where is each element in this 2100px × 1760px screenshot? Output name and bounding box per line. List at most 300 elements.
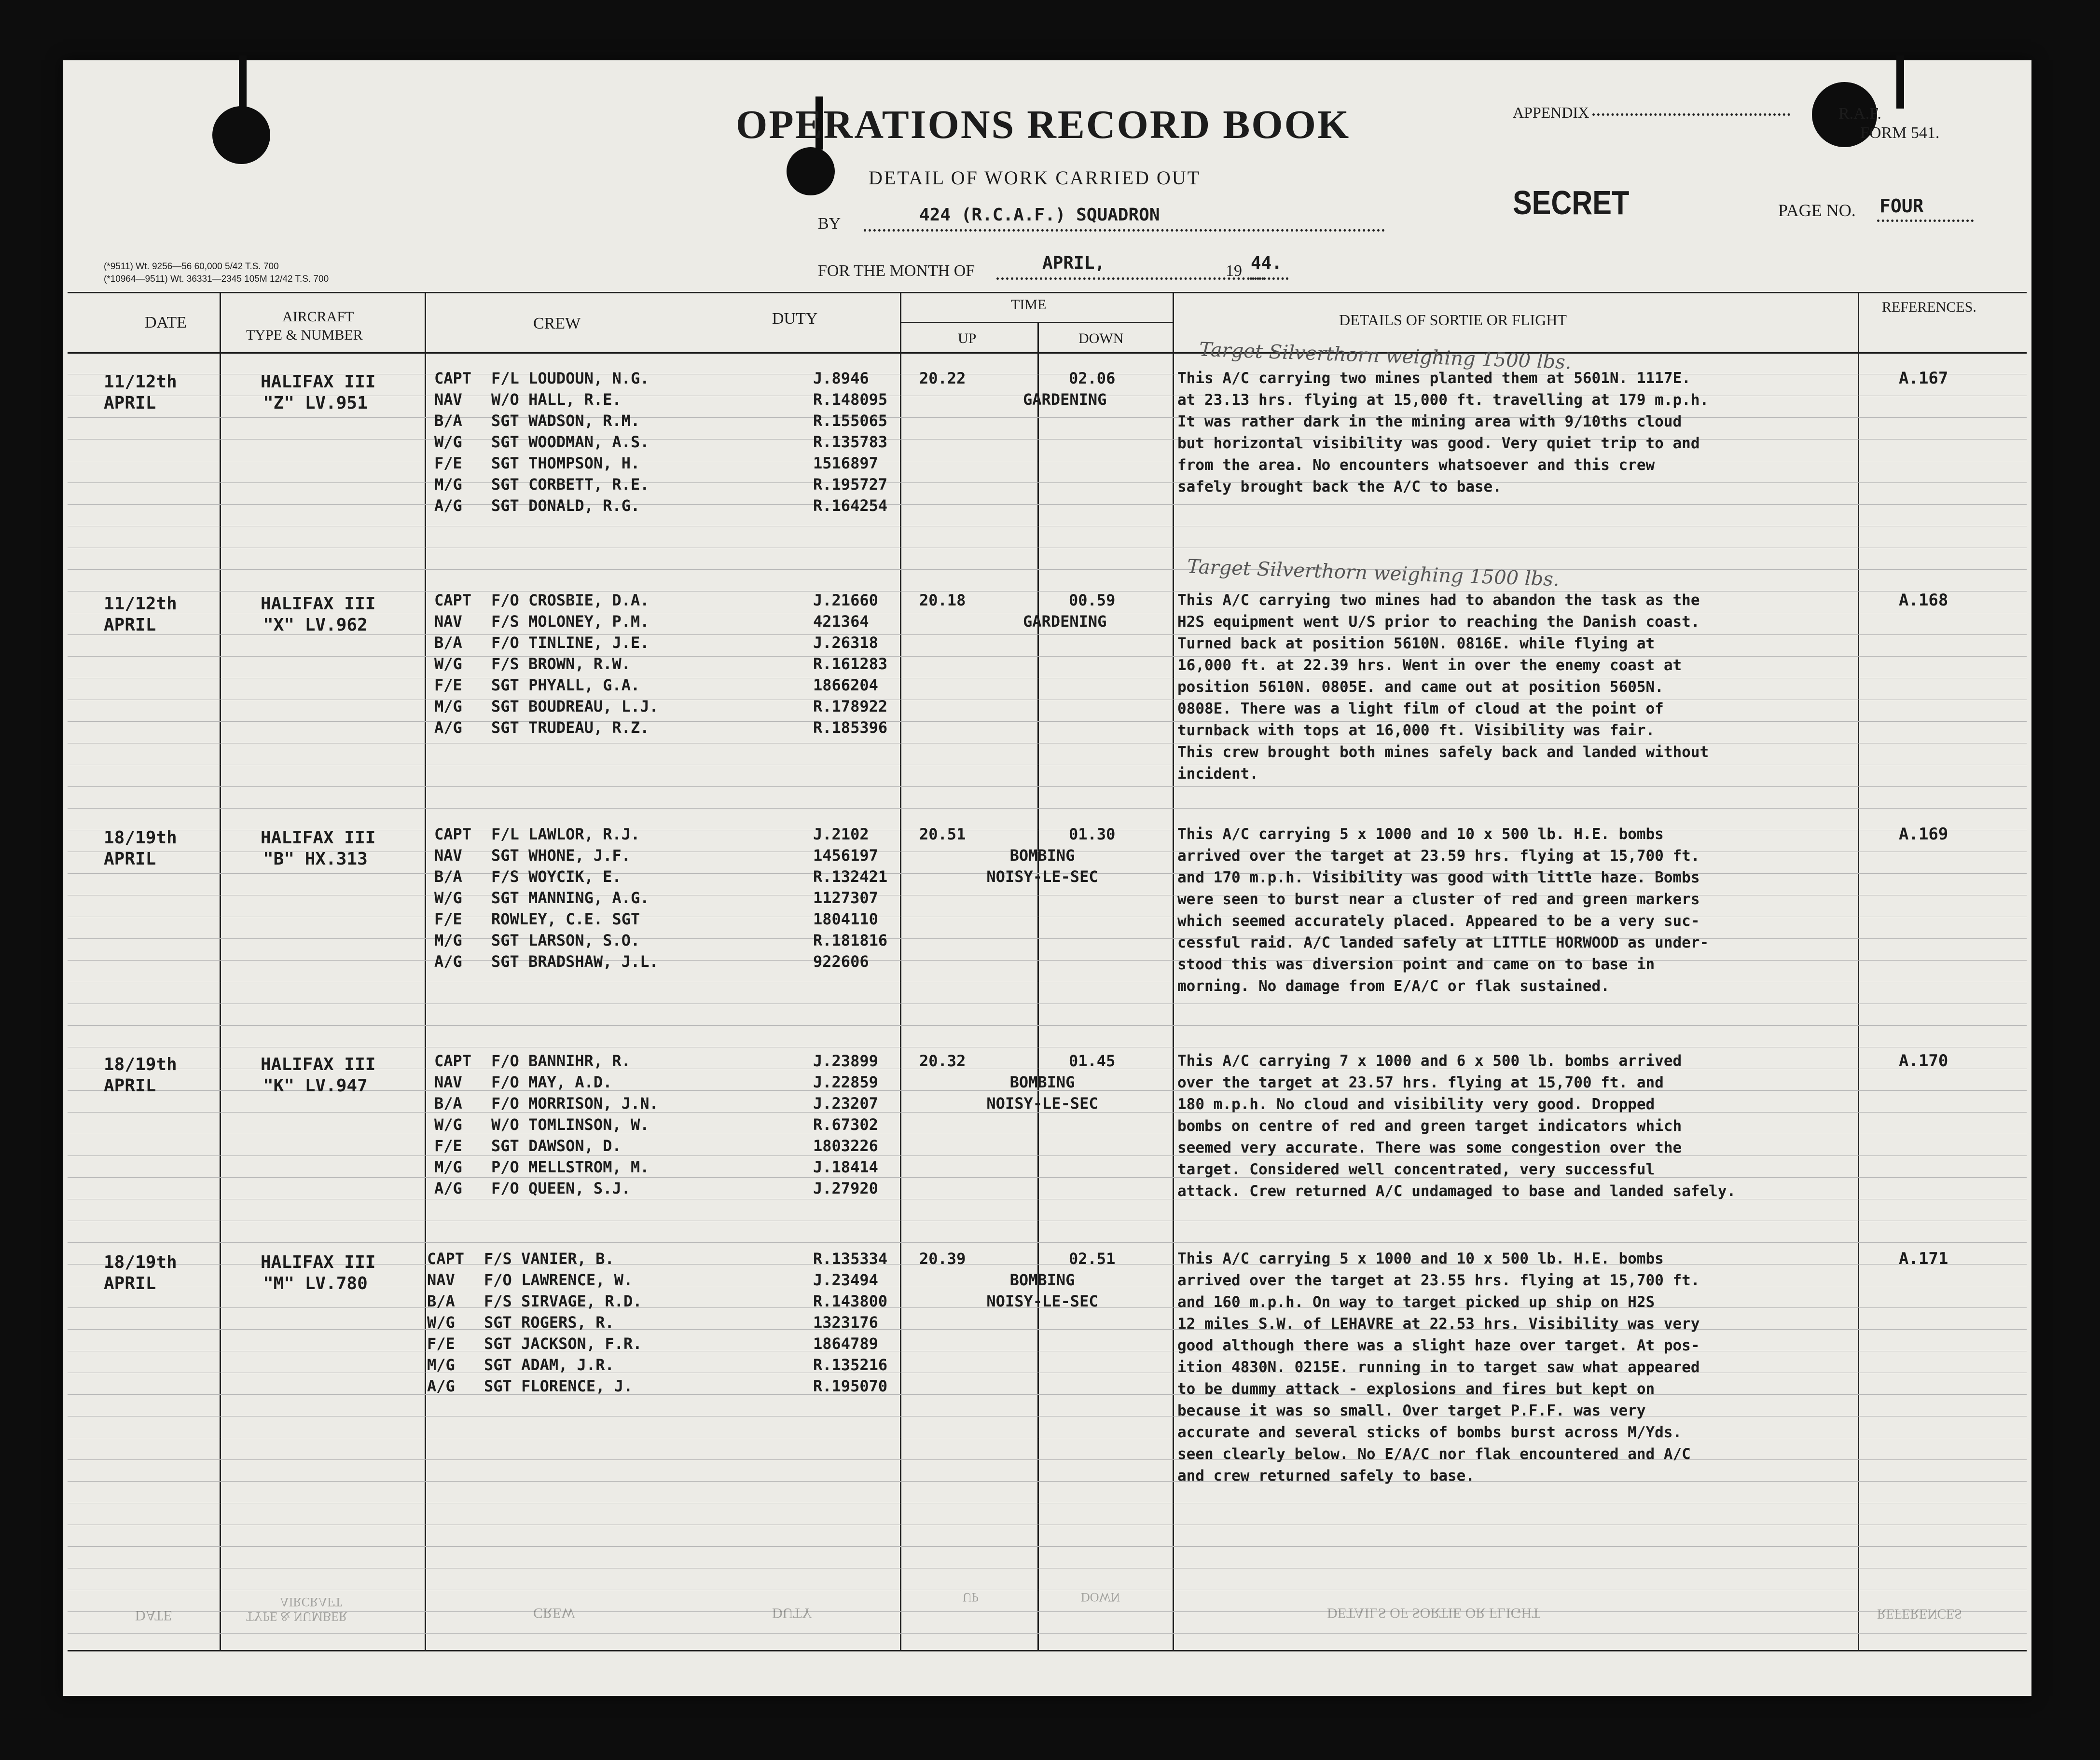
ruled-line <box>68 439 2027 440</box>
crew-name: F/O MAY, A.D. <box>491 1073 612 1091</box>
detail-line: incident. <box>1177 765 1258 783</box>
crew-role: M/G <box>434 697 462 715</box>
footer-show-through <box>63 1587 2031 1650</box>
service-number: R.181816 <box>813 931 888 949</box>
binder-pin <box>239 55 247 109</box>
month-field <box>996 253 1264 280</box>
detail-line: This crew brought both mines safely back and landed without <box>1177 743 1709 761</box>
date-month: APRIL <box>104 1076 156 1096</box>
crew-name: F/O TINLINE, J.E. <box>491 633 649 652</box>
crew-name: F/S SIRVAGE, R.D. <box>484 1292 642 1310</box>
service-number: J.8946 <box>813 369 869 387</box>
service-numbers <box>813 1248 887 1397</box>
table-bottom-rule <box>68 1650 2027 1651</box>
detail-line: It was rather dark in the mining area with 9/10ths cloud <box>1177 413 1682 430</box>
crew-role: W/G <box>434 655 462 673</box>
table-header-rule <box>68 352 2027 354</box>
header-duty: DUTY <box>772 310 818 328</box>
crew-role: B/A <box>434 633 462 652</box>
detail-line: position 5610N. 0805E. and came out at position 5605N. <box>1177 678 1664 696</box>
crew-role: NAV <box>434 846 462 865</box>
header-time: TIME <box>1011 297 1047 313</box>
ruled-line <box>68 1546 2027 1547</box>
crew-role: F/E <box>434 676 462 694</box>
crew-name: SGT WADSON, R.M. <box>491 412 640 430</box>
crew-name: SGT TRUDEAU, R.Z. <box>491 718 649 737</box>
header-references: REFERENCES. <box>1882 299 1976 315</box>
crew-member <box>434 1156 659 1178</box>
date-nights: 18/19th <box>104 1055 177 1074</box>
footer-details: DETAILS OF SORTIE OR FLIGHT <box>1327 1605 1541 1621</box>
crew-member <box>427 1333 642 1354</box>
detail-line: 0808E. There was a light film of cloud at the point of <box>1177 700 1664 717</box>
crew-name: SGT DONALD, R.G. <box>491 496 640 515</box>
detail-line: morning. No damage from E/A/C or flak sustained. <box>1177 977 1610 995</box>
crew-member <box>434 1072 659 1093</box>
duty-type <box>951 1072 1134 1114</box>
detail-line: Turned back at position 5610N. 0816E. while flying at <box>1177 635 1655 652</box>
crew-name: SGT WOODMAN, A.S. <box>491 433 649 451</box>
footer-duty: DUTY <box>772 1605 813 1621</box>
by-label: BY <box>818 215 841 233</box>
ruled-line <box>68 721 2027 722</box>
date-nights: 18/19th <box>104 828 177 848</box>
service-number: 1866204 <box>813 676 878 694</box>
reference-number: A.168 <box>1899 591 1948 610</box>
duty-line: BOMBING <box>1009 1073 1075 1091</box>
service-number: R.161283 <box>813 655 888 673</box>
aircraft-serial: "X" LV.962 <box>263 615 368 635</box>
ruled-line <box>68 786 2027 787</box>
crew-member <box>434 845 659 866</box>
crew-member <box>434 653 659 674</box>
service-number: R.185396 <box>813 718 888 737</box>
sortie-details <box>1177 1248 1700 1487</box>
crew-name: SGT BOUDREAU, L.J. <box>491 697 659 715</box>
footer-references: REFERENCES <box>1877 1606 1962 1621</box>
detail-line: at 23.13 hrs. flying at 15,000 ft. travelling at 179 m.p.h. <box>1177 391 1709 409</box>
crew-name: F/S MOLONEY, P.M. <box>491 612 649 631</box>
header-aircraft: AIRCRAFT <box>282 309 354 325</box>
reference-number: A.170 <box>1899 1051 1948 1071</box>
detail-line: because it was so small. Over target P.F.F. was very <box>1177 1402 1646 1419</box>
service-number: R.178922 <box>813 697 888 715</box>
crew-name: F/O CROSBIE, D.A. <box>491 591 649 609</box>
header-date: DATE <box>145 314 187 331</box>
time-up: 20.39 <box>919 1250 966 1268</box>
detail-line: This A/C carrying two mines had to abandon the task as the <box>1177 591 1700 609</box>
detail-line: attack. Crew returned A/C undamaged to base and landed safely. <box>1177 1182 1736 1200</box>
service-number: R.132421 <box>813 867 888 886</box>
month-value: APRIL, <box>1042 253 1105 273</box>
sortie-aircraft <box>261 371 375 414</box>
crew-role: CAPT <box>434 369 472 387</box>
date-nights: 11/12th <box>104 372 177 392</box>
service-numbers <box>813 368 887 516</box>
service-number: 1803226 <box>813 1137 878 1155</box>
time-down: 00.59 <box>1069 591 1116 609</box>
ruled-line <box>68 1025 2027 1026</box>
detail-line: turnback with tops at 16,000 ft. Visibility was fair. <box>1177 722 1655 739</box>
crew-member <box>434 951 659 972</box>
crew-role: M/G <box>434 1158 462 1176</box>
year-prefix: 19 <box>1226 262 1242 280</box>
col-divider <box>1858 292 1859 1650</box>
detail-line: were seen to burst near a cluster of red and green markers <box>1177 891 1700 908</box>
col-divider <box>1173 292 1174 1650</box>
crew-name: SGT PHYALL, G.A. <box>491 676 640 694</box>
service-numbers <box>813 1050 878 1199</box>
appendix-field <box>1592 113 1790 116</box>
binder-pin <box>1896 55 1904 109</box>
service-number: J.21660 <box>813 591 878 609</box>
detail-line: which seemed accurately placed. Appeared to be a very suc- <box>1177 912 1700 930</box>
crew-member <box>434 696 659 717</box>
detail-line: H2S equipment went U/S prior to reaching the Danish coast. <box>1177 613 1700 631</box>
detail-line: but horizontal visibility was good. Very quiet trip to and <box>1177 435 1700 452</box>
duty-type <box>951 845 1134 887</box>
handwritten-note: Target Silverthorn weighing 1500 lbs. <box>1187 555 1560 591</box>
aircraft-type: HALIFAX III <box>261 828 376 848</box>
crew-list <box>434 824 659 972</box>
crew-role: F/E <box>434 910 462 928</box>
detail-line: and 170 m.p.h. Visibility was good with little haze. Bombs <box>1177 869 1700 886</box>
sortie-date <box>104 593 177 636</box>
crew-name: F/O BANNIHR, R. <box>491 1052 631 1070</box>
time-up: 20.32 <box>919 1052 966 1070</box>
service-number: R.155065 <box>813 412 888 430</box>
crew-role: A/G <box>434 1179 462 1197</box>
crew-name: SGT ROGERS, R. <box>484 1313 614 1332</box>
detail-line: This A/C carrying 5 x 1000 and 10 x 500 lb. H.E. bombs <box>1177 1250 1664 1267</box>
crew-name: SGT MANNING, A.G. <box>491 889 649 907</box>
service-number: J.26318 <box>813 633 878 652</box>
col-divider <box>220 292 221 1650</box>
crew-name: F/L LOUDOUN, N.G. <box>491 369 649 387</box>
service-numbers <box>813 590 887 738</box>
ruled-line <box>68 1242 2027 1243</box>
service-number: R.148095 <box>813 390 888 409</box>
footer-crew: CREW <box>533 1605 575 1621</box>
crew-role: A/G <box>434 496 462 515</box>
crew-role: A/G <box>427 1377 455 1395</box>
crew-member <box>434 368 649 389</box>
detail-line: 16,000 ft. at 22.39 hrs. Went in over the enemy coast at <box>1177 657 1682 674</box>
sortie-details <box>1177 1050 1736 1202</box>
time-divider <box>900 322 1173 323</box>
detail-line: This A/C carrying two mines planted them at 5601N. 1117E. <box>1177 370 1691 387</box>
time-up: 20.51 <box>919 825 966 843</box>
crew-member <box>434 495 649 516</box>
crew-member <box>434 1050 659 1072</box>
duty-line: BOMBING <box>1009 846 1075 865</box>
crew-name: F/S WOYCIK, E. <box>491 867 622 886</box>
sortie-details <box>1177 824 1709 997</box>
crew-name: SGT CORBETT, R.E. <box>491 475 649 494</box>
service-number: 1864789 <box>813 1334 878 1353</box>
sortie-date <box>104 827 177 870</box>
crew-role: CAPT <box>427 1250 465 1268</box>
crew-member <box>434 453 649 474</box>
ruled-line <box>68 656 2027 657</box>
crew-name: F/S BROWN, R.W. <box>491 655 631 673</box>
duty-target: NOISY-LE-SEC <box>986 867 1098 886</box>
secret-stamp: SECRET <box>1513 184 1630 221</box>
duty-line: BOMBING <box>1009 1271 1075 1289</box>
crew-name: F/S VANIER, B. <box>484 1250 614 1268</box>
service-number: J.23207 <box>813 1094 878 1113</box>
crew-role: B/A <box>434 867 462 886</box>
month-label: FOR THE MONTH OF <box>818 262 975 280</box>
detail-line: and crew returned safely to base. <box>1177 1467 1475 1485</box>
crew-member <box>427 1375 642 1397</box>
detail-line: seen clearly below. No E/A/C nor flak encountered and A/C <box>1177 1445 1691 1463</box>
service-number: J.23494 <box>813 1271 878 1289</box>
sortie-aircraft <box>261 1252 375 1294</box>
service-number: R.135216 <box>813 1356 888 1374</box>
crew-member <box>434 824 659 845</box>
page-number-label: PAGE NO. <box>1778 201 1856 220</box>
time-down: 02.06 <box>1069 369 1116 387</box>
sortie-details <box>1177 590 1709 785</box>
sortie-aircraft <box>261 1054 375 1097</box>
crew-member <box>427 1291 642 1312</box>
aircraft-serial: "B" HX.313 <box>263 849 368 869</box>
print-code-1: (*9511) Wt. 9256—56 60,000 5/42 T.S. 700 <box>104 261 279 272</box>
crew-role: CAPT <box>434 1052 472 1070</box>
record-sheet <box>63 60 2031 1696</box>
header-down: DOWN <box>1078 330 1124 346</box>
detail-line: over the target at 23.57 hrs. flying at 15,700 ft. and <box>1177 1074 1664 1091</box>
crew-role: W/G <box>434 889 462 907</box>
detail-line: from the area. No encounters whatsoever and this crew <box>1177 456 1655 474</box>
duty-target: NOISY-LE-SEC <box>986 1292 1098 1310</box>
handwritten-note: Target Silverthorn weighing 1500 lbs. <box>1199 338 1572 374</box>
duty-type: GARDENING <box>1023 390 1107 409</box>
crew-name: SGT THOMPSON, H. <box>491 454 640 472</box>
crew-role: F/E <box>427 1334 455 1353</box>
crew-name: ROWLEY, C.E. SGT <box>491 910 640 928</box>
crew-name: W/O TOMLINSON, W. <box>491 1115 649 1134</box>
crew-role: NAV <box>427 1271 455 1289</box>
crew-member <box>434 717 659 738</box>
crew-member <box>434 908 659 930</box>
crew-role: NAV <box>434 390 462 409</box>
crew-role: F/E <box>434 1137 462 1155</box>
crew-member <box>434 474 649 495</box>
duty-type: GARDENING <box>1023 612 1107 631</box>
footer-date: DATE <box>135 1608 172 1623</box>
aircraft-serial: "M" LV.780 <box>263 1274 368 1293</box>
service-number: 922606 <box>813 952 869 971</box>
service-number: R.195727 <box>813 475 888 494</box>
year-field <box>1250 253 1288 280</box>
year-value: 44. <box>1251 253 1283 273</box>
ruled-line <box>68 569 2027 570</box>
detail-line: This A/C carrying 5 x 1000 and 10 x 500 lb. H.E. bombs <box>1177 825 1664 843</box>
squadron-field <box>864 205 1385 232</box>
ruled-line <box>68 417 2027 418</box>
ruled-line <box>68 960 2027 961</box>
crew-name: SGT ADAM, J.R. <box>484 1356 614 1374</box>
service-number: 421364 <box>813 612 869 631</box>
footer-up: UP <box>963 1590 979 1604</box>
ruled-line <box>68 1329 2027 1330</box>
crew-name: F/L LAWLOR, R.J. <box>491 825 640 843</box>
reference-number: A.171 <box>1899 1249 1948 1268</box>
service-number: J.18414 <box>813 1158 878 1176</box>
date-month: APRIL <box>104 1274 156 1293</box>
page-title: OPERATIONS RECORD BOOK <box>736 102 1351 147</box>
detail-line: accurate and several sticks of bombs burst across M/Yds. <box>1177 1424 1682 1441</box>
crew-member <box>434 1093 659 1114</box>
detail-line: cessful raid. A/C landed safely at LITTLE HORWOOD as under- <box>1177 934 1709 951</box>
detail-line: to be dummy attack - explosions and fires but kept on <box>1177 1380 1655 1398</box>
col-divider <box>1037 322 1039 1650</box>
detail-line: seemed very accurate. There was some congestion over the <box>1177 1139 1682 1156</box>
service-number: R.143800 <box>813 1292 888 1310</box>
crew-member <box>434 866 659 887</box>
detail-line: arrived over the target at 23.59 hrs. flying at 15,700 ft. <box>1177 847 1700 865</box>
service-number: R.164254 <box>813 496 888 515</box>
binder-hole-center <box>787 147 835 195</box>
ruled-line <box>68 1394 2027 1395</box>
ruled-line <box>68 1481 2027 1482</box>
crew-name: P/O MELLSTROM, M. <box>491 1158 649 1176</box>
crew-list <box>434 590 659 738</box>
crew-name: SGT JACKSON, F.R. <box>484 1334 642 1353</box>
footer-aircraft-type: TYPE & NUMBER <box>246 1609 347 1623</box>
crew-member <box>434 431 649 453</box>
ruled-line <box>68 808 2027 809</box>
date-nights: 11/12th <box>104 594 177 614</box>
crew-member <box>427 1312 642 1333</box>
detail-line: and 160 m.p.h. On way to target picked up ship on H2S <box>1177 1293 1655 1311</box>
crew-member <box>434 1135 659 1156</box>
binder-hole-left <box>212 106 270 164</box>
detail-line: 12 miles S.W. of LEHAVRE at 22.53 hrs. Visibility was very <box>1177 1315 1700 1333</box>
time-down: 02.51 <box>1069 1250 1116 1268</box>
header-details: DETAILS OF SORTIE OR FLIGHT <box>1339 311 1567 329</box>
aircraft-serial: "K" LV.947 <box>263 1076 368 1096</box>
duty-type <box>951 1269 1134 1312</box>
crew-name: SGT DAWSON, D. <box>491 1137 622 1155</box>
crew-name: SGT LARSON, S.O. <box>491 931 640 949</box>
date-nights: 18/19th <box>104 1252 177 1272</box>
footer-down: DOWN <box>1081 1590 1120 1604</box>
crew-role: CAPT <box>434 591 472 609</box>
page-number-field <box>1877 195 1974 222</box>
duty-target: NOISY-LE-SEC <box>986 1094 1098 1113</box>
time-down: 01.30 <box>1069 825 1116 843</box>
crew-member <box>434 930 659 951</box>
ruled-line <box>68 482 2027 483</box>
crew-name: SGT BRADSHAW, J.L. <box>491 952 659 971</box>
detail-line: arrived over the target at 23.55 hrs. flying at 15,700 ft. <box>1177 1272 1700 1289</box>
appendix-label: APPENDIX <box>1513 104 1589 121</box>
crew-member <box>427 1248 642 1269</box>
crew-member <box>427 1269 642 1291</box>
header-aircraft-type: TYPE & NUMBER <box>246 327 363 343</box>
date-month: APRIL <box>104 393 156 413</box>
footer-aircraft: AIRCRAFT <box>280 1595 342 1609</box>
sortie-details <box>1177 368 1709 498</box>
sortie-aircraft <box>261 827 375 870</box>
crew-member <box>434 887 659 908</box>
service-numbers <box>813 824 887 972</box>
crew-member <box>434 590 659 611</box>
crew-role: NAV <box>434 612 462 631</box>
crew-role: W/G <box>434 433 462 451</box>
crew-name: SGT WHONE, J.F. <box>491 846 631 865</box>
aircraft-type: HALIFAX III <box>261 1055 376 1074</box>
crew-name: F/O LAWRENCE, W. <box>484 1271 633 1289</box>
aircraft-type: HALIFAX III <box>261 1252 376 1272</box>
detail-line: ition 4830N. 0215E. running in to target saw what appeared <box>1177 1359 1700 1376</box>
sortie-date <box>104 371 177 414</box>
ruled-line <box>68 504 2027 505</box>
crew-role: NAV <box>434 1073 462 1091</box>
sortie-aircraft <box>261 593 375 636</box>
crew-name: F/O QUEEN, S.J. <box>491 1179 631 1197</box>
crew-role: M/G <box>434 931 462 949</box>
crew-member <box>434 632 659 653</box>
reference-number: A.169 <box>1899 825 1948 844</box>
service-number: 1804110 <box>813 910 878 928</box>
page-subtitle: DETAIL OF WORK CARRIED OUT <box>869 167 1201 189</box>
form-number: FORM 541. <box>1860 124 1940 142</box>
crew-role: A/G <box>434 718 462 737</box>
crew-name: SGT FLORENCE, J. <box>484 1377 633 1395</box>
squadron-name: 424 (R.C.A.F.) SQUADRON <box>919 205 1160 225</box>
crew-role: B/A <box>427 1292 455 1310</box>
service-number: J.2102 <box>813 825 869 843</box>
col-divider <box>900 292 901 1650</box>
date-month: APRIL <box>104 615 156 635</box>
crew-role: CAPT <box>434 825 472 843</box>
crew-list <box>434 368 649 516</box>
time-up: 20.22 <box>919 369 966 387</box>
crew-member <box>434 674 659 696</box>
detail-line: This A/C carrying 7 x 1000 and 6 x 500 lb. bombs arrived <box>1177 1052 1682 1070</box>
crew-role: A/G <box>434 952 462 971</box>
page-number-value: FOUR <box>1879 195 1924 217</box>
col-divider <box>425 292 426 1650</box>
service-number: 1516897 <box>813 454 878 472</box>
service-number: J.23899 <box>813 1052 878 1070</box>
service-number: J.27920 <box>813 1179 878 1197</box>
service-number: 1127307 <box>813 889 878 907</box>
crew-role: B/A <box>434 412 462 430</box>
crew-member <box>434 1178 659 1199</box>
crew-role: W/G <box>434 1115 462 1134</box>
aircraft-type: HALIFAX III <box>261 372 376 392</box>
crew-member <box>427 1354 642 1375</box>
form-raf: R.A.F. <box>1838 105 1881 123</box>
detail-line: target. Considered well concentrated, very successful <box>1177 1161 1655 1178</box>
aircraft-type: HALIFAX III <box>261 594 376 614</box>
crew-role: B/A <box>434 1094 462 1113</box>
sortie-date <box>104 1054 177 1097</box>
crew-role: F/E <box>434 454 462 472</box>
crew-role: M/G <box>434 475 462 494</box>
crew-member <box>434 410 649 431</box>
header-up: UP <box>958 330 977 346</box>
detail-line: good although there was a slight haze over target. At pos- <box>1177 1337 1700 1354</box>
date-month: APRIL <box>104 849 156 869</box>
ruled-line <box>68 938 2027 939</box>
detail-line: bombs on centre of red and green target indicators which <box>1177 1117 1682 1135</box>
